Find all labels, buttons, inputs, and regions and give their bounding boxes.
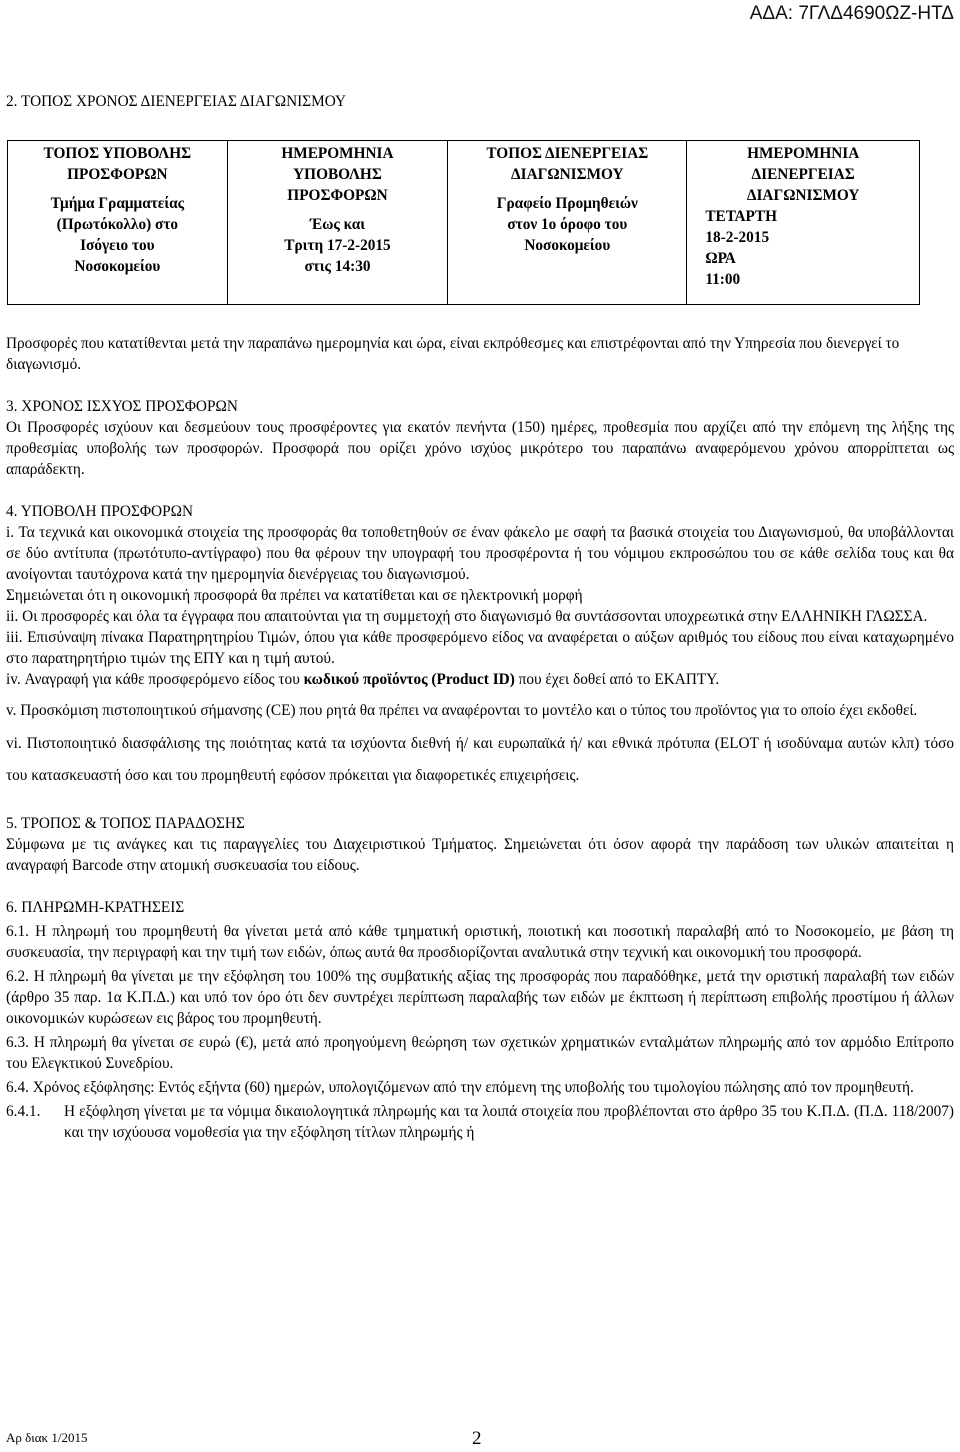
cell-body-line: Νοσοκομείου — [524, 237, 611, 254]
cell-body-line: ΩΡΑ — [705, 250, 736, 267]
section-6-1: 6.1. Η πληρωμή του προμηθευτή θα γίνεται μετά από κάθε τμηματική οριστική, ποιοτική και ποσοτική παραλαβή από το Νοσοκομείο, με βάση τη συσκευασία, την περιγραφή και την τιμή των ειδών, όπως αυτά θα προσδιορίζονται αναλυτικά στην τεχνική και οικονομική του προσφορά. — [6, 923, 954, 961]
section-6-4: 6.4. Χρόνος εξόφλησης: Εντός εξήντα (60) ημερών, υπολογιζόμενων από την επόμενη της υποβολής του τιμολογίου πώλησης από τον προμηθευτή. — [6, 1079, 914, 1096]
section-6-3: 6.3. Η πληρωμή θα γίνεται σε ευρώ (€), μετά από προηγούμενη θεώρηση των σχετικών χρηματικών ενταλμάτων πληρωμής από τον αρμόδιο Επίτροπο του Ελεγκτικού Συνεδρίου. — [6, 1034, 954, 1072]
section-3-title: 3. ΧΡΟΝΟΣ ΙΣΧΥΟΣ ΠΡΟΣΦΟΡΩΝ — [6, 398, 238, 415]
section-2-title: 2. ΤΟΠΟΣ ΧΡΟΝΟΣ ΔΙΕΝΕΡΓΕΙΑΣ ΔΙΑΓΩΝΙΣΜΟΥ — [6, 93, 347, 110]
cell-head-line: ΥΠΟΒΟΛΗΣ — [293, 166, 382, 183]
cell-body-line: Τμήμα Γραμματείας — [50, 195, 185, 212]
cell-body-line: στον 1ο όροφο του — [507, 216, 628, 233]
section-4-item-ii: ii. Οι προσφορές και όλα τα έγγραφα που απαιτούνται για τη συμμετοχή στο διαγωνισμό θα συντάσσονται υποχρεωτικά στην ΕΛΛΗΝΙΚΗ ΓΛΩΣΣΑ. — [6, 608, 928, 625]
footer-reference: Αρ διακ 1/2015 — [6, 1430, 88, 1445]
section-6-4-1 — [6, 1101, 954, 1143]
body-text — [6, 333, 954, 1143]
cell-submission-place — [8, 141, 228, 305]
cell-body-line: Έως και — [309, 216, 365, 233]
section-6-4-1-text: Η εξόφληση γίνεται με τα νόμιμα δικαιολογητικά πληρωμής και τα λοιπά στοιχεία που προβλέπονται στο άρθρο 35 του Κ.Π.Δ. (Π.Δ. 118/2007) και την ισχύουσα νομοθεσία για την εξόφληση τίτλων πληρωμής ή — [64, 1103, 954, 1141]
cell-head-line: ΔΙΑΓΩΝΙΣΜΟΥ — [746, 187, 860, 204]
cell-submission-date — [227, 141, 448, 305]
cell-head-line: ΤΟΠΟΣ ΥΠΟΒΟΛΗΣ — [43, 145, 192, 162]
section-5-body: Σύμφωνα με τις ανάγκες και τις παραγγελίες του Διαχειριστικού Τμήματος. Σημειώνεται ότι όσον αφορά την παράδοση των υλικών απαιτείται η αναγραφή Barcode στην ατομική συσκευασία του είδους. — [6, 836, 954, 874]
section-4-note: Σημειώνεται ότι η οικονομική προσφορά θα πρέπει να κατατίθεται και σε ηλεκτρονική μορφή — [6, 587, 583, 604]
section-4-item-i: i. Τα τεχνικά και οικονομικά στοιχεία της προσφοράς θα τοποθετηθούν σε έναν φάκελο με σαφή τα βασικά στοιχεία του Διαγωνισμού, θα υποβάλλονται σε δύο αντίτυπα (πρωτότυπο-αντίγραφο) που θα φέρουν την υπογραφή του προσφέροντα ή του νόμιμου εκπροσώπου του σε κάθε σελίδα τους και θα ανοίγονται ταυτόχρονα κατά την ημερομηνία διενέργειας του διαγωνισμού. — [6, 524, 954, 583]
cell-body-line: 18-2-2015 — [705, 229, 770, 246]
late-offers-note: Προσφορές που κατατίθενται μετά την παραπάνω ημερομηνία και ώρα, είναι εκπρόθεσμες και επιστρέφονται από την Υπηρεσία που διενεργεί το διαγωνισμό. — [6, 335, 900, 373]
cell-contest-date — [687, 141, 920, 305]
cell-body-line: Ισόγειο του — [80, 237, 155, 254]
item-iv-text-end: που έχει δοθεί από το ΕΚΑΠΤΥ. — [514, 671, 720, 688]
section-4-item-iv — [6, 669, 954, 690]
section-4-item-v: v. Προσκόμιση πιστοποιητικού σήμανσης (CE) που ρητά θα πρέπει να αναφέρονται το μοντέλο και ο τύπος του προϊόντος για το οποίο έχει εκδοθεί. — [6, 702, 918, 719]
section-4-item-vi: vi. Πιστοποιητικό διασφάλισης της ποιότητας κατά τα ισχύοντα διεθνή ή/ και ευρωπαϊκά ή/ και εθνικά πρότυπα (ELOT ή ισοδύναμα αυτών κλπ) τόσο του κατασκευαστή όσο και του προμηθευτή εφόσον πρόκειται για διαφορετικές επιχειρήσεις. — [6, 735, 954, 784]
cell-head-line: ΔΙΑΓΩΝΙΣΜΟΥ — [511, 166, 624, 183]
cell-body-line: Τριτη 17-2-2015 — [284, 237, 391, 254]
cell-head-line: ΔΙΕΝΕΡΓΕΙΑΣ — [751, 166, 855, 183]
section-6-4-1-number: 6.4.1. — [6, 1103, 41, 1120]
page-number: 2 — [472, 1428, 482, 1449]
section-5-title: 5. ΤΡΟΠΟΣ & ΤΟΠΟΣ ΠΑΡΑΔΟΣΗΣ — [6, 815, 245, 832]
section-6-title: 6. ΠΛΗΡΩΜΗ-ΚΡΑΤΗΣΕΙΣ — [6, 899, 185, 916]
cell-contest-place — [448, 141, 687, 305]
cell-head-line: ΠΡΟΣΦΟΡΩΝ — [287, 187, 388, 204]
ada-code: ΑΔΑ: 7ΓΛΔ4690ΩΖ-ΗΤΔ — [749, 3, 954, 24]
cell-head-line: ΤΟΠΟΣ ΔΙΕΝΕΡΓΕΙΑΣ — [486, 145, 649, 162]
cell-body-line: Νοσοκομείου — [74, 258, 161, 275]
product-id-text: κωδικού προϊόντος (Product ID) — [303, 671, 515, 688]
cell-body-line: (Πρωτόκολλο) στο — [56, 216, 179, 233]
section-3-body: Οι Προσφορές ισχύουν και δεσμεύουν τους προσφέροντες για εκατόν πενήντα (150) ημέρες, προθεσμία που αρχίζει από την επόμενη της λήξης της προθεσμίας υποβολής των προσφορών. Προσφορά που ορίζει χρόνο ισχύος μικρότερο του παραπάνω αναφερόμενου χρόνου απορρίπτεται ως απαράδεκτη. — [6, 419, 954, 478]
cell-head-line: ΠΡΟΣΦΟΡΩΝ — [67, 166, 168, 183]
cell-head-line: ΗΜΕΡΟΜΗΝΙΑ — [747, 145, 860, 162]
section-6-2: 6.2. Η πληρωμή θα γίνεται με την εξόφληση του 100% της συμβατικής αξίας της προσφοράς που παραδόθηκε, μετά την οριστική παραλαβή των ειδών (άρθρο 35 παρ. 1α Κ.Π.Δ.) και υπό τον όρο ότι δεν συντρέχει περίπτωση παραλαβής των ειδών με έκπτωση ή περίπτωση επιβολής προστίμου ή άλλων οικονομικών κυρώσεων εις βάρος του προμηθευτή. — [6, 968, 954, 1027]
cell-head-line: ΗΜΕΡΟΜΗΝΙΑ — [281, 145, 394, 162]
schedule-table — [7, 140, 920, 305]
section-4-item-iii: iii. Επισύναψη πίνακα Παρατηρητηρίου Τιμών, όπου για κάθε προσφερόμενο είδος να αναφέρεται ο αύξων αριθμός του είδους που είναι καταχωρημένο στο παρατηρητήριο τιμών της ΕΠΥ και η τιμή αυτού. — [6, 629, 954, 667]
section-4-title: 4. ΥΠΟΒΟΛΗ ΠΡΟΣΦΟΡΩΝ — [6, 503, 194, 520]
cell-body-line: στις 14:30 — [304, 258, 371, 275]
item-iv-text: iv. Αναγραφή για κάθε προσφερόμενο είδος του — [6, 671, 304, 688]
cell-body-line: 11:00 — [705, 271, 741, 288]
cell-body-line: Γραφείο Προμηθειών — [496, 195, 638, 212]
cell-body-line: ΤΕΤΑΡΤΗ — [705, 208, 777, 225]
